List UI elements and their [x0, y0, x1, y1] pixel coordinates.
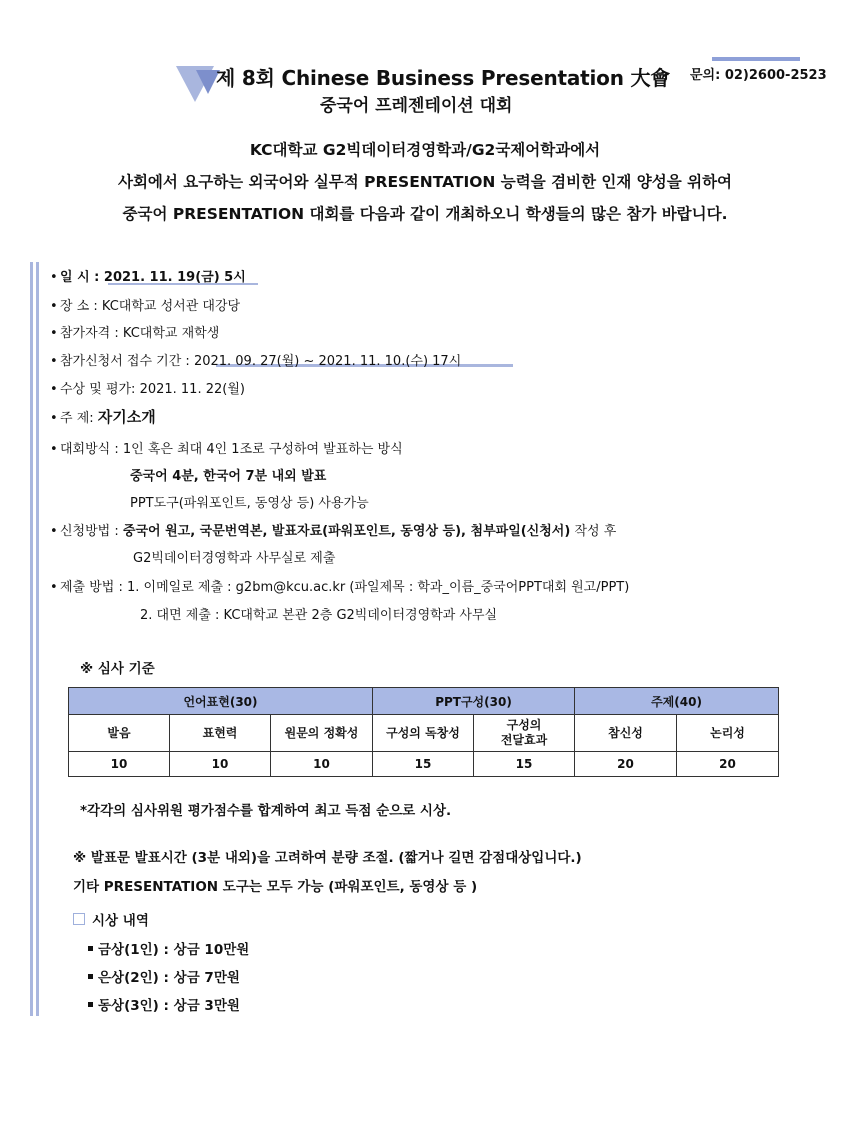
criteria-item: 구성의 독창성 — [373, 715, 474, 752]
topic-value: 자기소개 — [97, 408, 156, 426]
criteria-item-row — [69, 715, 779, 752]
criteria-score: 10 — [271, 752, 373, 777]
side-accent-bar — [30, 262, 33, 1016]
date-value: 2021. 11. 19(금) 5시 — [103, 270, 246, 285]
note-line-1: ※ 발표문 발표시간 (3분 내외)을 고려하여 분량 조절. (짧거나 길면 감점대상입니다.) — [73, 850, 582, 866]
criteria-item: 구성의 전달효과 — [474, 715, 575, 752]
criteria-item: 표현력 — [170, 715, 271, 752]
criteria-item: 원문의 정확성 — [271, 715, 373, 752]
detail-topic: • 주 제: 자기소개 — [50, 408, 156, 426]
award-date-text: 수상 및 평가: 2021. 11. 22(월) — [60, 382, 245, 397]
detail-place: • 장 소 : KC대학교 성서관 대강당 — [50, 299, 241, 314]
detail-award-date: • 수상 및 평가: 2021. 11. 22(월) — [50, 382, 245, 397]
award-text: 동상(3인) : 상금 3만원 — [98, 998, 240, 1014]
format-text: 대회방식 : 1인 혹은 최대 4인 1조로 구성하여 발표하는 방식 — [60, 442, 403, 457]
contact-accent-bar — [712, 57, 800, 61]
topic-label: 주 제: — [60, 411, 98, 426]
group-topic: 주제(40) — [575, 688, 779, 715]
award-text: 금상(1인) : 상금 10만원 — [98, 942, 250, 958]
bullet-square-icon — [88, 974, 93, 979]
date-label: 일 시 : — [60, 270, 104, 285]
intro-line-2: 사회에서 요구하는 외국어와 실무적 PRESENTATION 능력을 겸비한 인재 양성을 위하여 — [117, 173, 733, 191]
application-value: 2021. 09. 27(월) ~ 2021. 11. 10.(수) 17시 — [193, 354, 462, 369]
contact-info: 문의: 02)2600-2523 — [690, 68, 827, 83]
award-item-silver — [88, 966, 240, 986]
note-line-2: 기타 PRESENTATION 도구는 모두 가능 (파워포인트, 동영상 등 ) — [73, 879, 478, 895]
criteria-group-row — [69, 688, 779, 715]
detail-submit: • 제출 방법 : 1. 이메일로 제출 : g2bm@kcu.ac.kr (파일제목 : 학과_이름_중국어PPT대회 원고/PPT) — [50, 580, 630, 595]
format-sub-1: 중국어 4분, 한국어 7분 내외 발표 — [130, 469, 327, 484]
criteria-item: 발음 — [69, 715, 170, 752]
method-bold: 중국어 원고, 국문번역본, 발표자료(파워포인트, 동영상 등), 첨부파일(신청서) — [122, 524, 571, 539]
method-tail: 작성 후 — [570, 524, 617, 539]
detail-eligibility: • 참가자격 : KC대학교 재학생 — [50, 326, 220, 341]
method-sub: G2빅데이터경영학과 사무실로 제출 — [133, 551, 336, 566]
award-item-gold — [88, 938, 249, 958]
checkbox-icon — [73, 913, 85, 925]
detail-date: • 일 시 : 2021. 11. 19(금) 5시 — [50, 270, 246, 285]
detail-application: • 참가신청서 접수 기간 : 2021. 09. 27(월) ~ 2021. 11. 10.(수) 17시 — [50, 354, 462, 369]
awards-heading: 시상 내역 — [92, 913, 149, 929]
criteria-table — [68, 687, 779, 777]
group-ppt: PPT구성(30) — [373, 688, 575, 715]
criteria-score: 20 — [677, 752, 779, 777]
submit-line-1: 제출 방법 : 1. 이메일로 제출 : g2bm@kcu.ac.kr (파일제목 : 학과_이름_중국어PPT대회 원고/PPT) — [60, 580, 630, 595]
detail-format: • 대회방식 : 1인 혹은 최대 4인 1조로 구성하여 발표하는 방식 — [50, 442, 403, 457]
award-item-bronze — [88, 994, 240, 1014]
bullet-square-icon — [88, 946, 93, 951]
criteria-score: 15 — [474, 752, 575, 777]
criteria-footnote: *각각의 심사위원 평가점수를 합계하여 최고 득점 순으로 시상. — [80, 803, 452, 819]
submit-line-2: 2. 대면 제출 : KC대학교 본관 2층 G2빅데이터경영학과 사무실 — [140, 608, 498, 623]
bullet-square-icon — [88, 1002, 93, 1007]
method-label: 신청방법 : — [60, 524, 123, 539]
title-line-1: 제 8회 Chinese Business Presentation 大會 — [216, 66, 671, 90]
eligibility-text: 참가자격 : KC대학교 재학생 — [60, 326, 220, 341]
intro-line-1: KC대학교 G2빅데이터경영학과/G2국제어학과에서 — [249, 141, 601, 159]
detail-method: • 신청방법 : 중국어 원고, 국문번역본, 발표자료(파워포인트, 동영상 등), 첨부파일(신청서) 작성 후 — [50, 524, 617, 539]
criteria-score: 20 — [575, 752, 677, 777]
criteria-item: 논리성 — [677, 715, 779, 752]
criteria-item: 참신성 — [575, 715, 677, 752]
title-line-2: 중국어 프레젠테이션 대회 — [320, 96, 513, 116]
application-label: 참가신청서 접수 기간 : — [60, 354, 194, 369]
criteria-score: 10 — [170, 752, 271, 777]
intro-line-3: 중국어 PRESENTATION 대회를 다음과 같이 개최하오니 학생들의 많은 참가 바랍니다. — [122, 205, 728, 223]
place-text: 장 소 : KC대학교 성서관 대강당 — [60, 299, 241, 314]
criteria-heading: ※ 심사 기준 — [80, 661, 155, 677]
group-language: 언어표현(30) — [69, 688, 373, 715]
award-text: 은상(2인) : 상금 7만원 — [98, 970, 240, 986]
side-accent-bar-2 — [36, 262, 39, 1016]
criteria-score-row — [69, 752, 779, 777]
format-sub-2: PPT도구(파워포인트, 동영상 등) 사용가능 — [130, 496, 369, 511]
criteria-score: 15 — [373, 752, 474, 777]
criteria-score: 10 — [69, 752, 170, 777]
